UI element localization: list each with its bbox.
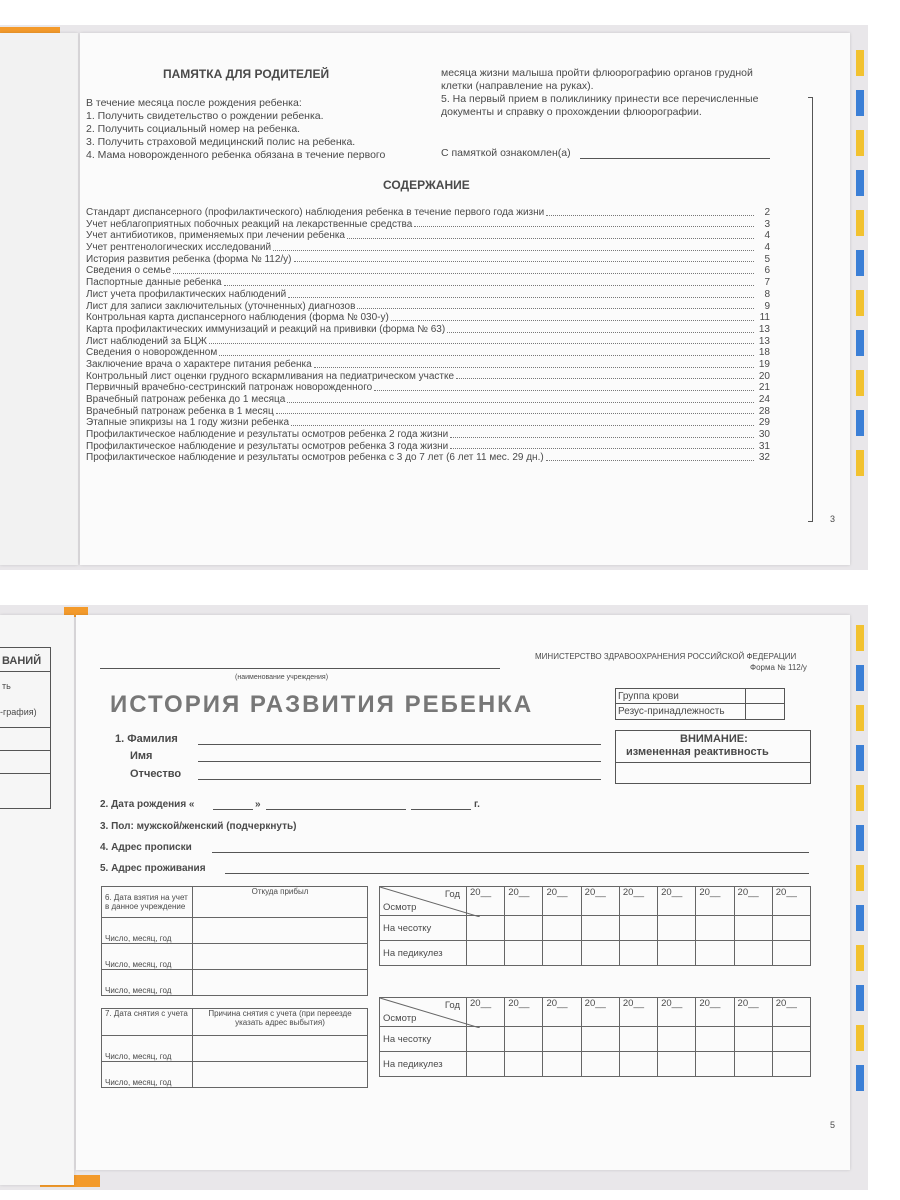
contents-item[interactable] — [86, 289, 770, 301]
birth-year-field[interactable] — [411, 809, 471, 810]
contents-item-page: 3 — [764, 218, 770, 230]
scabies-row-label: На чесотку — [380, 1027, 467, 1052]
date-cell[interactable]: Число, месяц, год — [102, 918, 193, 944]
leader-dots — [414, 219, 754, 228]
signature-line[interactable] — [580, 158, 770, 159]
leader-dots — [291, 417, 754, 426]
contents-item[interactable] — [86, 265, 770, 277]
left-fragment-header: ВАНИЙ — [2, 655, 42, 667]
grid-cell[interactable] — [619, 1052, 657, 1077]
leader-dots — [314, 359, 754, 368]
attention-label: ВНИМАНИЕ: — [680, 733, 748, 745]
grid-year-cell[interactable]: 20__ — [581, 998, 619, 1027]
book-spread-page-3 — [0, 25, 900, 570]
grid-year-cell[interactable]: 20__ — [734, 998, 772, 1027]
contents-item-page: 13 — [758, 323, 770, 335]
grid-year-label: Год — [444, 889, 460, 900]
grid-cell[interactable] — [543, 1027, 581, 1052]
grid-cell[interactable] — [581, 1052, 619, 1077]
grid-year-cell[interactable]: 20__ — [467, 887, 505, 916]
page-edge-stripes — [856, 625, 864, 1105]
grid-cell[interactable] — [734, 1027, 772, 1052]
date-cell[interactable]: Число, месяц, год — [102, 970, 193, 996]
contents-item-page: 7 — [764, 277, 770, 289]
grid-year-cell[interactable]: 20__ — [543, 998, 581, 1027]
contents-item-page: 18 — [758, 347, 770, 359]
lice-row-label: На педикулез — [380, 1052, 467, 1077]
grid-cell[interactable] — [505, 1027, 543, 1052]
contents-item[interactable] — [86, 359, 770, 371]
grid-year-cell[interactable]: 20__ — [734, 887, 772, 916]
contents-item-page: 8 — [764, 288, 770, 300]
page-title: ИСТОРИЯ РАЗВИТИЯ РЕБЕНКА — [110, 691, 534, 718]
grid-exam-label: Осмотр — [383, 1013, 417, 1024]
contents-item-label: Учет рентгенологических исследований — [86, 242, 272, 254]
contents-item-label: Учет антибиотиков, применяемых при лечении ребенка — [86, 230, 345, 242]
form-number: Форма № 112/у — [750, 663, 807, 672]
deregistration-date-header: 7. Дата снятия с учета — [102, 1009, 193, 1036]
memo-line: 5. На первый прием в поликлинику принести все перечисленные — [441, 93, 759, 105]
contents-item[interactable] — [86, 207, 770, 219]
leader-dots — [288, 289, 754, 298]
leader-dots — [294, 254, 754, 263]
arrived-from-header: Откуда прибыл — [193, 887, 368, 918]
date-cell[interactable]: Число, месяц, год — [102, 1036, 193, 1062]
left-fragment-cell: -графия) — [0, 707, 37, 717]
birth-month-field[interactable] — [266, 809, 406, 810]
contents-item-label: Паспортные данные ребенка — [86, 277, 222, 289]
contents-item-page: 9 — [764, 300, 770, 312]
institution-line[interactable] — [100, 668, 500, 669]
grid-cell[interactable] — [734, 916, 772, 941]
leader-dots — [456, 371, 754, 380]
grid-cell[interactable] — [734, 941, 772, 966]
contents-item-page: 4 — [764, 230, 770, 242]
contents-item[interactable] — [86, 429, 770, 441]
ministry-label: МИНИСТЕРСТВО ЗДРАВООХРАНЕНИЯ РОССИЙСКОЙ ФЕДЕРАЦИИ — [535, 652, 797, 661]
memo-right-column — [441, 67, 758, 119]
leader-dots — [209, 336, 754, 345]
contents-item[interactable] — [86, 219, 770, 231]
contents-title: СОДЕРЖАНИЕ — [383, 178, 470, 192]
grid-exam-label: Осмотр — [383, 902, 417, 913]
grid-cell[interactable] — [505, 916, 543, 941]
contents-item-label: Врачебный патронаж ребенка в 1 месяц — [86, 405, 274, 417]
registration-table — [101, 886, 368, 996]
memo-line: месяца жизни малыша пройти флюорографию органов грудной — [441, 67, 753, 79]
memo-line: документы и справку о прохождении флюорографии. — [441, 106, 702, 118]
contents-item-label: Профилактическое наблюдение и результаты осмотров ребенка 3 года жизни — [86, 440, 449, 452]
scabies-row-label: На чесотку — [380, 916, 467, 941]
patronymic-field[interactable] — [198, 779, 601, 780]
contents-item[interactable] — [86, 242, 770, 254]
residence-address-field[interactable] — [225, 873, 809, 874]
memo-line: 3. Получить страховой медицинский полис на ребенка. — [86, 136, 356, 148]
leader-dots — [450, 429, 754, 438]
grid-cell[interactable] — [543, 916, 581, 941]
contents-item-label: Стандарт диспансерного (профилактического) наблюдения ребенка в течение первого года жизни — [86, 207, 545, 218]
grid-year-cell[interactable]: 20__ — [467, 998, 505, 1027]
grid-cell[interactable] — [581, 1027, 619, 1052]
grid-cell[interactable] — [772, 941, 810, 966]
contents-item-page: 5 — [764, 253, 770, 265]
grid-cell[interactable] — [696, 941, 734, 966]
registration-date-header: 6. Дата взятия на учет в данное учреждение — [102, 887, 193, 918]
grid-cell[interactable] — [772, 1052, 810, 1077]
grid-cell[interactable] — [696, 1052, 734, 1077]
contents-item-label: Карта профилактических иммунизаций и реакций на прививки (форма № 63) — [86, 323, 446, 335]
contents-item-page: 19 — [758, 358, 770, 370]
registration-address-label: 4. Адрес прописки — [100, 842, 192, 853]
leader-dots — [546, 207, 754, 216]
contents-item-label: Учет неблагоприятных побочных реакций на лекарственные средства — [86, 218, 413, 230]
contents-item-page: 21 — [758, 382, 770, 394]
residence-address-label: 5. Адрес проживания — [100, 863, 206, 874]
grid-cell[interactable] — [772, 916, 810, 941]
patronymic-label: Отчество — [130, 768, 182, 780]
leader-dots — [219, 347, 754, 356]
leader-dots — [357, 301, 754, 310]
contents-item-label: История развития ребенка (форма № 112/у) — [86, 253, 292, 265]
rh-label: Резус-принадлежность — [618, 706, 725, 717]
grid-year-cell[interactable]: 20__ — [696, 887, 734, 916]
grid-cell[interactable] — [696, 1027, 734, 1052]
contents-item[interactable] — [86, 336, 770, 348]
surname-label: 1. Фамилия — [115, 733, 178, 745]
grid-year-cell[interactable]: 20__ — [619, 998, 657, 1027]
institution-caption: (наименование учреждения) — [235, 674, 329, 681]
contents-item-page: 6 — [764, 265, 770, 277]
date-cell[interactable]: Число, месяц, год — [102, 944, 193, 970]
left-fragment-cell: ть — [2, 681, 11, 691]
contents-item-page: 31 — [758, 440, 770, 452]
contents-item-label: Профилактическое наблюдение и результаты осмотров ребенка 2 года жизни — [86, 429, 449, 441]
grid-cell[interactable] — [543, 1052, 581, 1077]
contents-item-page: 13 — [758, 335, 770, 347]
exam-grid-2 — [379, 997, 811, 1077]
grid-year-cell[interactable]: 20__ — [543, 887, 581, 916]
leader-dots — [173, 265, 754, 274]
sex-label: 3. Пол: мужской/женский (подчеркнуть) — [100, 821, 297, 832]
leader-dots — [287, 394, 754, 403]
grid-cell[interactable] — [467, 941, 505, 966]
grid-cell[interactable] — [543, 941, 581, 966]
grid-cell[interactable] — [581, 916, 619, 941]
contents-item-label: Лист наблюдений за БЦЖ — [86, 335, 207, 347]
memo-line: клетки (направление на руках). — [441, 80, 594, 92]
grid-corner-cell — [380, 998, 467, 1027]
deregistration-table — [101, 1008, 368, 1088]
grid-cell[interactable] — [505, 1052, 543, 1077]
contents-item-page: 29 — [758, 417, 770, 429]
grid-year-cell[interactable]: 20__ — [581, 887, 619, 916]
grid-year-cell[interactable]: 20__ — [505, 887, 543, 916]
deregistration-reason-header: Причина снятия с учета (при переезде указать адрес выбытия) — [193, 1009, 368, 1036]
grid-cell[interactable] — [505, 941, 543, 966]
leader-dots — [276, 406, 754, 415]
grid-corner-cell — [380, 887, 467, 916]
grid-cell[interactable] — [658, 941, 696, 966]
grid-year-label: Год — [444, 1000, 460, 1011]
grid-cell[interactable] — [467, 1052, 505, 1077]
contents-item[interactable] — [86, 382, 770, 394]
leader-dots — [450, 441, 754, 450]
acknowledged-label: С памяткой ознакомлен(а) — [441, 147, 571, 159]
grid-cell[interactable] — [619, 1027, 657, 1052]
memo-left-column — [86, 97, 385, 162]
grid-cell[interactable] — [658, 1027, 696, 1052]
contents-item-page: 24 — [758, 394, 770, 405]
contents-item[interactable] — [86, 406, 770, 418]
quote-mark: » — [255, 799, 261, 810]
memo-line: 2. Получить социальный номер на ребенка. — [86, 123, 301, 135]
contents-item-label: Первичный врачебно-сестринский патронаж новорожденного — [86, 382, 373, 394]
leader-dots — [224, 277, 754, 286]
name-label: Имя — [130, 750, 153, 762]
grid-cell[interactable] — [467, 916, 505, 941]
memo-line: 1. Получить свидетельство о рождении ребенка. — [86, 110, 324, 122]
year-suffix: г. — [474, 799, 480, 810]
contents-item[interactable] — [86, 301, 770, 313]
grid-year-cell[interactable]: 20__ — [505, 998, 543, 1027]
contents-item-page: 2 — [764, 207, 770, 218]
contents-item-label: Сведения о новорожденном — [86, 347, 218, 359]
left-page — [0, 33, 78, 565]
contents-item[interactable] — [86, 394, 770, 406]
contents-item-label: Контрольная карта диспансерного наблюдения (форма № 030-у) — [86, 312, 389, 324]
contents-item[interactable] — [86, 254, 770, 266]
exam-grid-1 — [379, 886, 811, 966]
surname-field[interactable] — [198, 744, 601, 745]
contents-item[interactable] — [86, 277, 770, 289]
leader-dots — [447, 324, 754, 333]
page-number: 5 — [830, 1120, 836, 1130]
grid-year-cell[interactable]: 20__ — [619, 887, 657, 916]
memo-line: 4. Мама новорожденного ребенка обязана в течение первого — [86, 149, 386, 161]
grid-cell[interactable] — [696, 916, 734, 941]
grid-cell[interactable] — [734, 1052, 772, 1077]
contents-item-label: Сведения о семье — [86, 265, 172, 277]
grid-cell[interactable] — [619, 916, 657, 941]
memo-line: В течение месяца после рождения ребенка: — [86, 97, 302, 109]
leader-dots — [374, 382, 754, 391]
contents-item[interactable] — [86, 452, 770, 464]
grid-cell[interactable] — [772, 1027, 810, 1052]
grid-cell[interactable] — [581, 941, 619, 966]
page-number: 3 — [830, 514, 836, 524]
reactivity-label: измененная реактивность — [626, 746, 769, 758]
contents-item-label: Лист учета профилактических наблюдений — [86, 288, 287, 300]
leader-dots — [347, 230, 754, 239]
book-spread-page-5 — [0, 605, 900, 1190]
contents-list — [86, 207, 770, 464]
contents-item-page: 4 — [764, 242, 770, 254]
contents-item-page: 11 — [759, 312, 770, 324]
leader-dots — [391, 312, 754, 321]
page-edge-stripes — [856, 50, 864, 490]
contents-item-label: Лист для записи заключительных (уточненных) диагнозов — [86, 300, 356, 312]
grid-year-cell[interactable]: 20__ — [696, 998, 734, 1027]
memo-title: ПАМЯТКА ДЛЯ РОДИТЕЛЕЙ — [163, 67, 330, 81]
grid-year-cell[interactable]: 20__ — [658, 887, 696, 916]
registration-address-field[interactable] — [212, 852, 809, 853]
lice-row-label: На педикулез — [380, 941, 467, 966]
grid-cell[interactable] — [619, 941, 657, 966]
contents-item-label: Контрольный лист оценки грудного вскармливания на педиатрическом участке — [86, 370, 455, 382]
contents-item-label: Этапные эпикризы на 1 году жизни ребенка — [86, 417, 290, 429]
grid-year-cell[interactable]: 20__ — [658, 998, 696, 1027]
contents-item-label: Врачебный патронаж ребенка до 1 месяца — [86, 394, 286, 405]
contents-item-page: 30 — [758, 429, 770, 441]
grid-year-cell[interactable]: 20__ — [772, 887, 810, 916]
contents-item[interactable] — [86, 230, 770, 242]
contents-item-label: Заключение врача о характере питания ребенка — [86, 358, 312, 370]
contents-item-page: 20 — [758, 370, 770, 382]
contents-item[interactable] — [86, 441, 770, 453]
grid-cell[interactable] — [658, 1052, 696, 1077]
leader-dots — [546, 452, 754, 461]
birth-date-label: 2. Дата рождения « — [100, 799, 195, 810]
grid-cell[interactable] — [658, 916, 696, 941]
contents-item-page: 32 — [758, 452, 770, 464]
grid-year-cell[interactable]: 20__ — [772, 998, 810, 1027]
grid-cell[interactable] — [467, 1027, 505, 1052]
birth-day-field[interactable] — [213, 809, 253, 810]
blood-group-label: Группа крови — [618, 691, 679, 702]
contents-item[interactable] — [86, 312, 770, 324]
contents-item-page: 28 — [758, 405, 770, 417]
contents-item[interactable] — [86, 324, 770, 336]
contents-item[interactable] — [86, 371, 770, 383]
date-cell[interactable]: Число, месяц, год — [102, 1062, 193, 1088]
page-border-line — [812, 97, 813, 522]
contents-item[interactable] — [86, 347, 770, 359]
contents-item[interactable] — [86, 417, 770, 429]
leader-dots — [273, 242, 754, 251]
contents-item-label: Профилактическое наблюдение и результаты осмотров ребенка с 3 до 7 лет (6 лет 11 мес. 29 дн.) — [86, 452, 544, 464]
name-field[interactable] — [198, 761, 601, 762]
